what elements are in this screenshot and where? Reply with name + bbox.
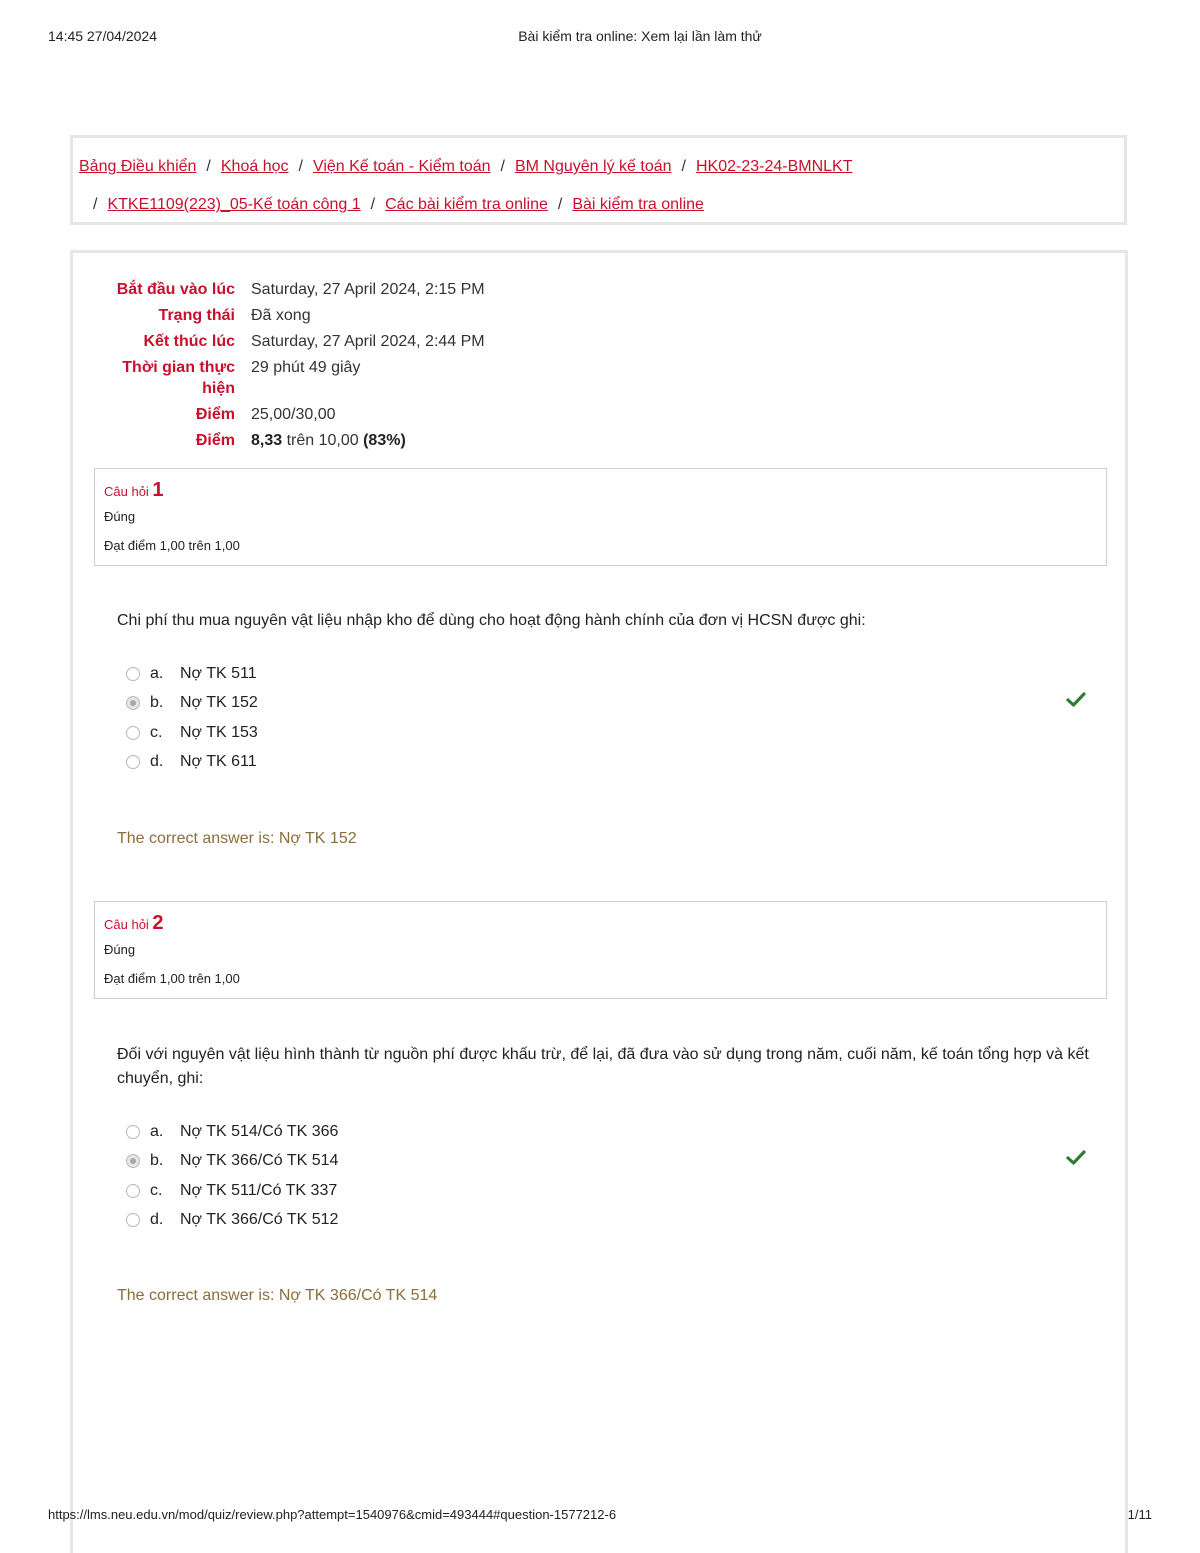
question-label: Câu hỏi <box>104 917 153 932</box>
answer-letter: d. <box>150 1211 164 1229</box>
answer-letter: c. <box>150 723 163 741</box>
grade-label: Điểm <box>195 432 235 449</box>
answer-text: Nợ TK 511 <box>180 664 257 682</box>
summary-row-state <box>93 304 485 330</box>
breadcrumb <box>79 148 1118 224</box>
question-state: Đúng <box>104 509 136 524</box>
started-value: Saturday, 27 April 2024, 2:15 PM <box>251 281 485 298</box>
breadcrumb-separator: / <box>206 158 211 175</box>
breadcrumb-container <box>70 135 1127 225</box>
answer-option-d[interactable] <box>126 748 426 778</box>
answer-option-c[interactable] <box>126 1176 426 1206</box>
answer-option-d[interactable] <box>126 1206 426 1236</box>
question-state: Đúng <box>104 942 136 957</box>
answer-text: Nợ TK 366/Có TK 512 <box>180 1211 339 1229</box>
answer-letter: b. <box>150 1152 164 1170</box>
breadcrumb-courses[interactable]: Khoá học <box>220 158 289 175</box>
answer-list-1 <box>126 659 426 777</box>
completed-label: Kết thúc lúc <box>143 333 235 350</box>
state-value: Đã xong <box>251 307 311 324</box>
print-datetime: 14:45 27/04/2024 <box>48 28 157 44</box>
print-footer <box>48 1507 1152 1527</box>
question-grade: Đạt điểm 1,00 trên 1,00 <box>104 538 240 553</box>
attempt-summary <box>93 278 593 455</box>
answer-option-b[interactable] <box>126 1147 426 1177</box>
summary-row-time <box>93 356 485 403</box>
radio-button[interactable] <box>126 1125 140 1139</box>
breadcrumb-separator: / <box>298 158 303 175</box>
answer-text: Nợ TK 153 <box>180 723 258 741</box>
breadcrumb-separator: / <box>370 196 376 213</box>
attempt-summary-table <box>93 278 485 455</box>
answer-letter: a. <box>150 664 164 682</box>
question-info-1 <box>94 468 1107 566</box>
question-text-2: Đối với nguyên vật liệu hình thành từ nguồn phí được khấu trừ, để lại, đã đưa vào sử dụng trong năm, cuối năm, kế toán tổng hợp và kết chuyển, ghi: <box>117 1046 1089 1087</box>
breadcrumb-separator: / <box>557 196 563 213</box>
question-number-value: 2 <box>152 912 164 934</box>
time-taken-label: Thời gian thực hiện <box>122 359 235 397</box>
question-grade: Đạt điểm 1,00 trên 1,00 <box>104 971 240 986</box>
radio-button[interactable] <box>126 1213 140 1227</box>
print-header <box>48 28 1152 48</box>
breadcrumb-quiz[interactable]: Bài kiểm tra online <box>572 196 704 213</box>
answer-text: Nợ TK 152 <box>180 694 258 712</box>
answer-option-b[interactable] <box>126 689 426 719</box>
answer-letter: b. <box>150 694 164 712</box>
radio-button-selected[interactable] <box>126 1154 140 1168</box>
breadcrumb-department[interactable]: BM Nguyên lý kế toán <box>514 158 672 175</box>
grade-value <box>251 429 485 455</box>
time-taken-value: 29 phút 49 giây <box>251 359 361 376</box>
breadcrumb-separator: / <box>500 158 505 175</box>
breadcrumb-separator: / <box>681 158 686 175</box>
answer-option-a[interactable] <box>126 1117 426 1147</box>
radio-button-selected[interactable] <box>126 696 140 710</box>
page-number: 1/11 <box>1127 1507 1152 1522</box>
question-number-value: 1 <box>152 479 164 501</box>
marks-label: Điểm <box>195 406 235 423</box>
question-info-2 <box>94 901 1107 999</box>
grade-out-of: trên 10,00 <box>282 432 364 449</box>
check-icon <box>1066 690 1086 710</box>
question-text-1: Chi phí thu mua nguyên vật liệu nhập kho để dùng cho hoạt động hành chính của đơn vị HCSN được ghi: <box>117 612 866 629</box>
breadcrumb-institute[interactable]: Viện Kế toán - Kiểm toán <box>312 158 491 175</box>
summary-row-marks <box>93 403 485 429</box>
breadcrumb-separator: / <box>93 196 98 213</box>
completed-value: Saturday, 27 April 2024, 2:44 PM <box>251 333 485 350</box>
correct-answer-feedback-2: The correct answer is: Nợ TK 366/Có TK 514 <box>117 1287 438 1304</box>
answer-letter: a. <box>150 1122 164 1140</box>
radio-button[interactable] <box>126 726 140 740</box>
state-label: Trạng thái <box>158 307 235 324</box>
grade-score: 8,33 <box>251 432 283 449</box>
answer-text: Nợ TK 611 <box>180 753 257 771</box>
quiz-review-region <box>70 250 1128 1553</box>
correct-answer-feedback-1: The correct answer is: Nợ TK 152 <box>117 830 357 847</box>
print-url: https://lms.neu.edu.vn/mod/quiz/review.php?attempt=1540976&cmid=493444#question-1577212-6 <box>48 1507 617 1522</box>
breadcrumb-course[interactable]: KTKE1109(223)_05-Kế toán công 1 <box>107 196 361 213</box>
summary-row-completed <box>93 330 485 356</box>
breadcrumb-dashboard[interactable]: Bảng Điều khiển <box>79 158 197 175</box>
answer-text: Nợ TK 511/Có TK 337 <box>180 1181 338 1199</box>
answer-letter: c. <box>150 1181 163 1199</box>
marks-value: 25,00/30,00 <box>251 406 336 423</box>
question-label: Câu hỏi <box>104 484 153 499</box>
question-number <box>104 912 164 935</box>
radio-button[interactable] <box>126 755 140 769</box>
print-title: Bài kiểm tra online: Xem lại lần làm thử <box>518 28 762 44</box>
answer-text: Nợ TK 514/Có TK 366 <box>180 1122 339 1140</box>
check-icon <box>1066 1148 1086 1168</box>
breadcrumb-semester[interactable]: HK02-23-24-BMNLKT <box>695 158 853 175</box>
answer-text: Nợ TK 366/Có TK 514 <box>180 1152 339 1170</box>
answer-option-c[interactable] <box>126 718 426 748</box>
breadcrumb-quiz-section[interactable]: Các bài kiểm tra online <box>385 196 548 213</box>
question-number <box>104 479 164 502</box>
grade-percent: (83%) <box>363 432 406 449</box>
summary-row-started <box>93 278 485 304</box>
radio-button[interactable] <box>126 1184 140 1198</box>
answer-list-2 <box>126 1117 426 1235</box>
summary-row-grade <box>93 429 485 455</box>
started-label: Bắt đầu vào lúc <box>116 281 235 298</box>
radio-button[interactable] <box>126 667 140 681</box>
answer-option-a[interactable] <box>126 659 426 689</box>
answer-letter: d. <box>150 753 164 771</box>
